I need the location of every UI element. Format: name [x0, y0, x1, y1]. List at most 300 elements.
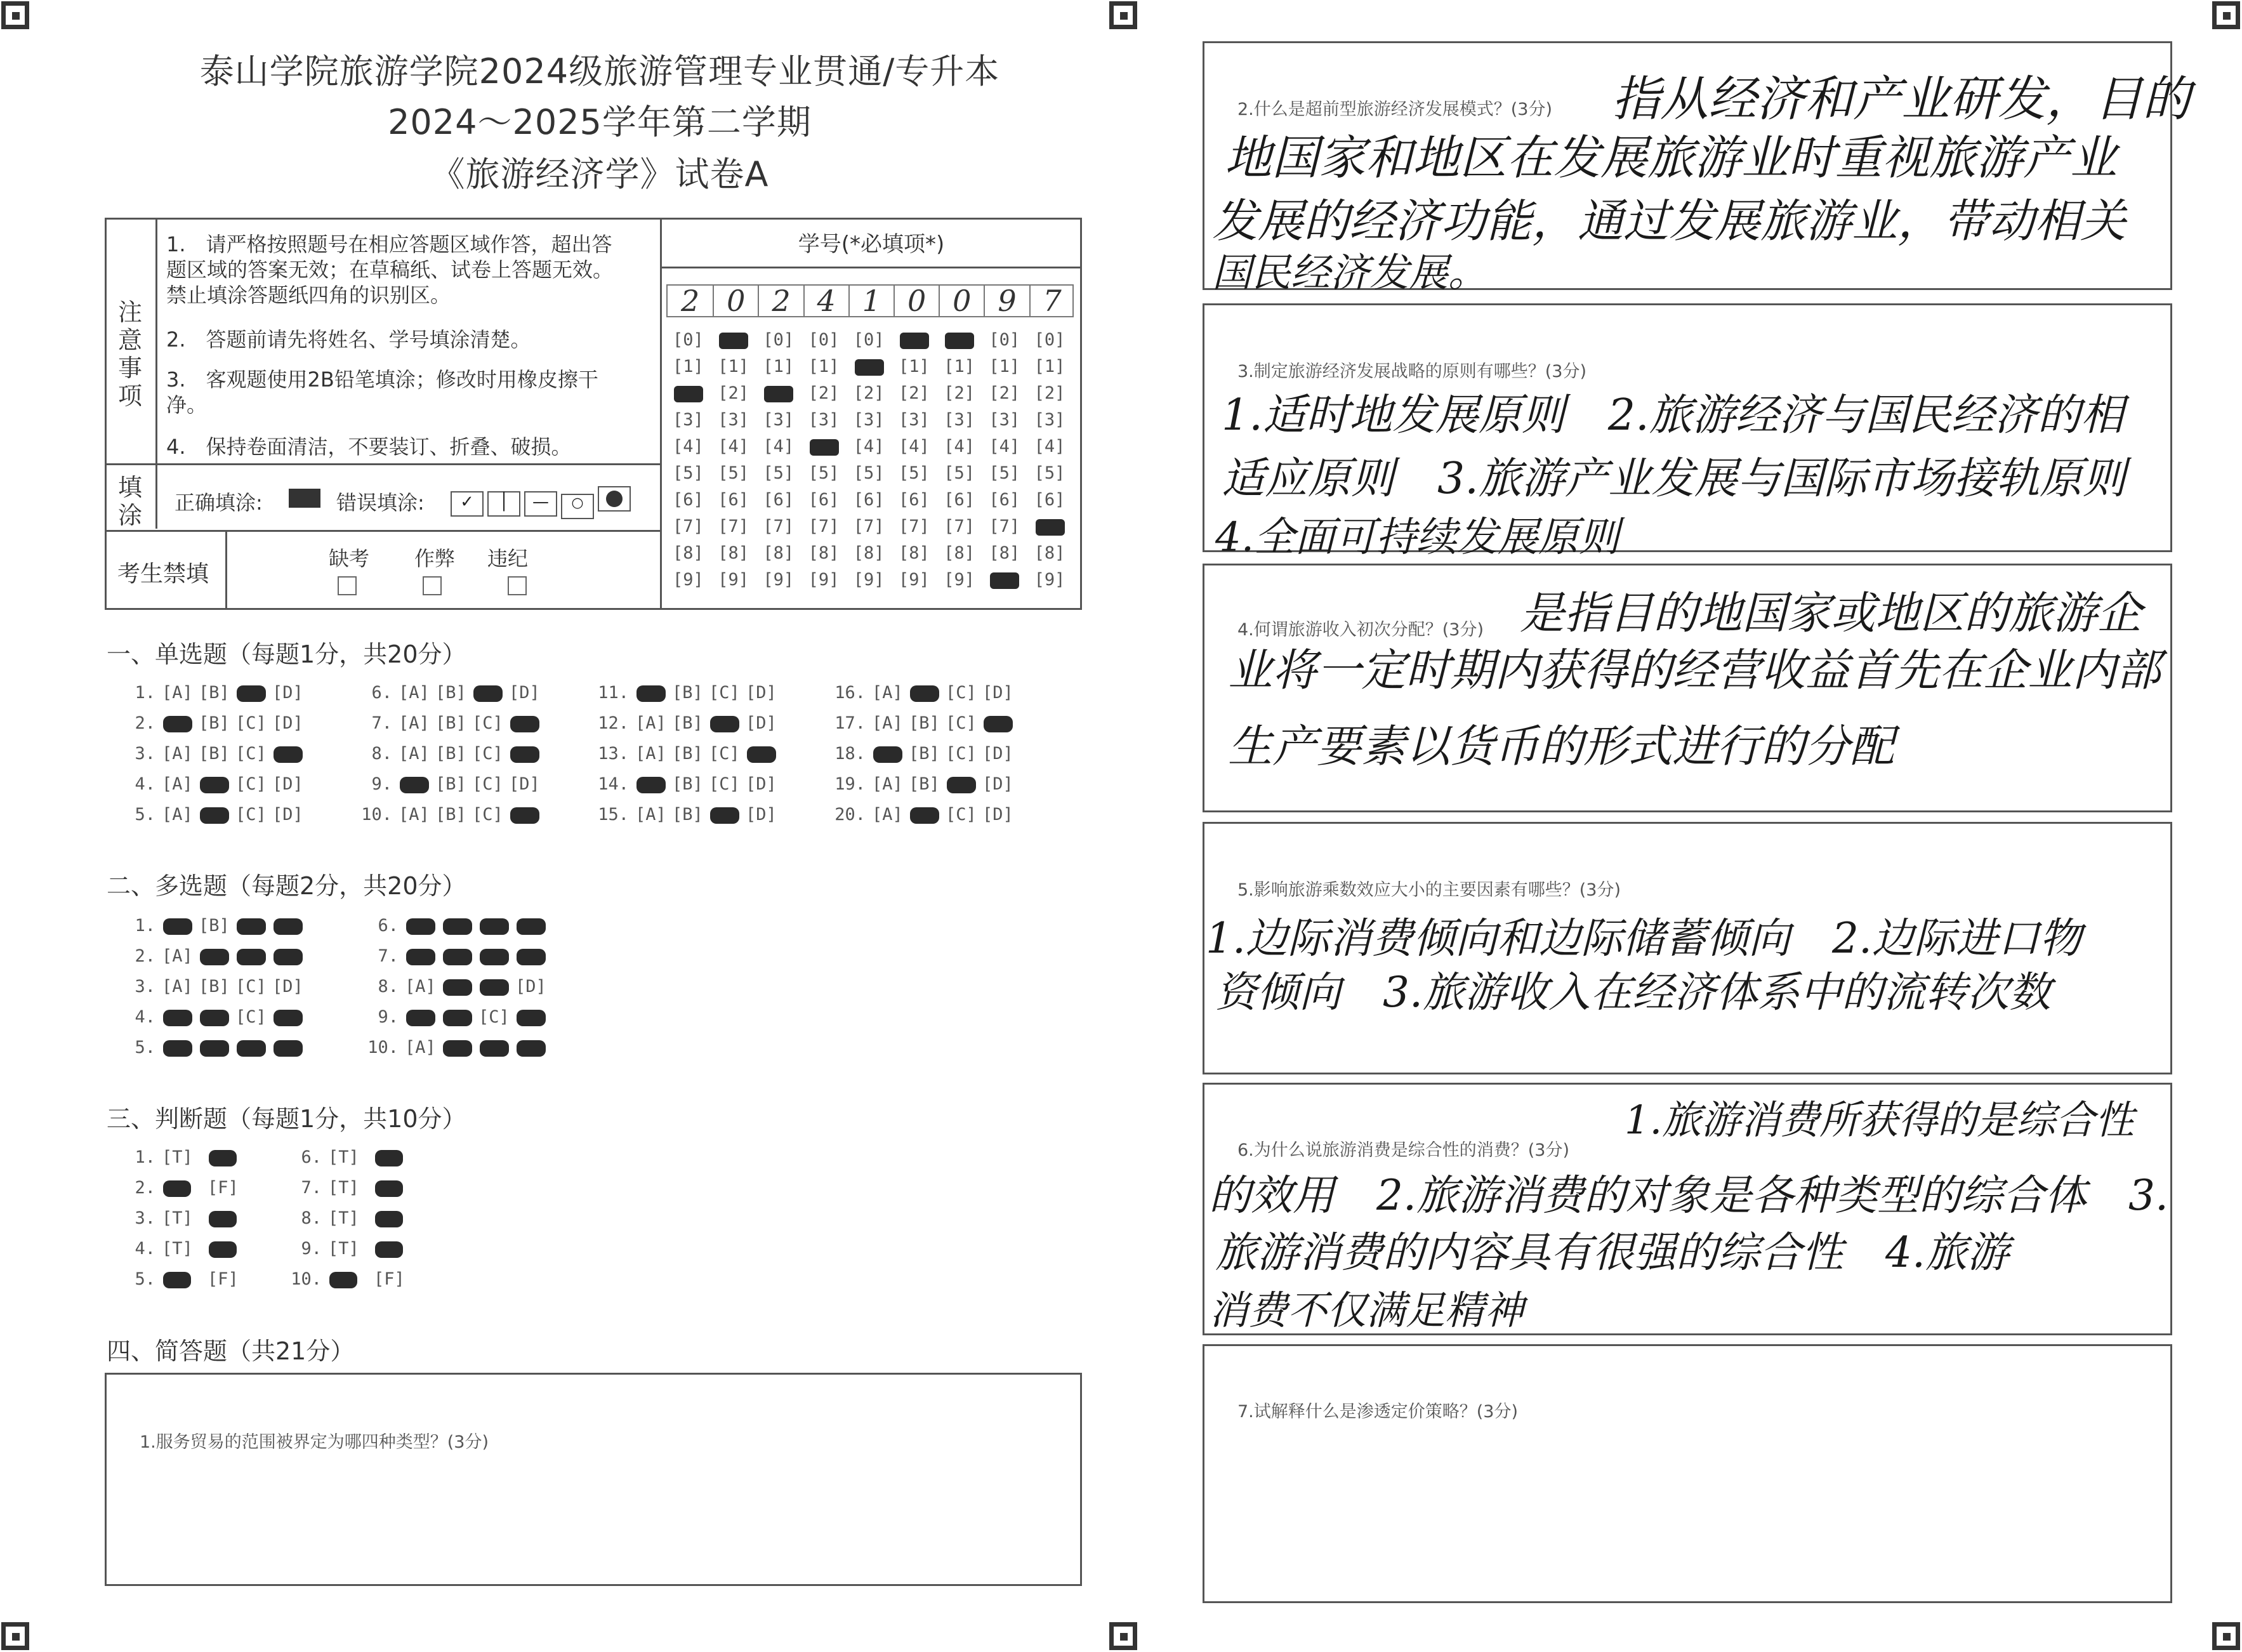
fill-label: 填涂 — [117, 473, 142, 529]
single-choice-option-filled[interactable] — [400, 777, 429, 793]
true-false-option[interactable]: [T] — [328, 1178, 359, 1198]
single-choice-option-filled[interactable] — [910, 807, 939, 824]
divider — [155, 218, 157, 529]
single-choice-option[interactable]: [C] — [235, 774, 267, 794]
student-id-bubble[interactable]: [2] — [718, 383, 749, 403]
multi-choice-option-filled[interactable] — [443, 1040, 472, 1057]
true-false-option[interactable]: [T] — [162, 1208, 193, 1228]
single-choice-option[interactable]: [B] — [909, 774, 940, 794]
single-choice-number: 11. — [598, 683, 629, 703]
multi-choice-option-filled[interactable] — [517, 1010, 546, 1026]
student-id-bubble[interactable]: [6] — [808, 490, 840, 510]
single-choice-option-filled[interactable] — [984, 716, 1013, 732]
single-choice-option-filled[interactable] — [200, 777, 229, 793]
q5-answer-line1: 1.边际消费倾向和边际储蓄倾向 2.边际进口物 — [1206, 914, 2081, 963]
single-choice-option[interactable]: [A] — [399, 805, 430, 824]
q6-answer-line3: 旅游消费的内容具有很强的综合性 4.旅游 — [1215, 1228, 2009, 1277]
exam-status-label: 考生禁填 — [117, 561, 209, 587]
question-2-prompt: 2.什么是超前型旅游经济发展模式？(3分) — [1237, 100, 1553, 119]
multi-choice-option[interactable]: [B] — [199, 977, 230, 996]
single-choice-option-filled[interactable] — [510, 746, 539, 763]
student-id-bubble[interactable]: [0] — [808, 330, 840, 350]
true-false-number: 9. — [301, 1239, 322, 1259]
student-id-bubble[interactable]: [7] — [718, 517, 749, 536]
multi-choice-number: 4. — [135, 1007, 155, 1027]
student-id-bubble[interactable]: [5] — [899, 463, 930, 483]
student-id-bubble-filled[interactable] — [674, 386, 703, 402]
q3-answer-line2: 适应原则 3.旅游产业发展与国际市场接轨原则 — [1222, 454, 2126, 504]
student-id-bubble[interactable]: [9] — [808, 570, 840, 590]
student-id-bubble[interactable]: [9] — [853, 570, 885, 590]
student-id-bubble[interactable]: [5] — [853, 463, 885, 483]
student-id-bubble[interactable]: [3] — [1034, 410, 1065, 430]
student-id-digit: 2 — [680, 284, 700, 318]
multi-choice-option[interactable]: [A] — [405, 1038, 436, 1057]
single-choice-option[interactable]: [A] — [635, 713, 666, 733]
single-choice-option[interactable]: [C] — [472, 774, 503, 794]
single-choice-option[interactable]: [A] — [872, 683, 903, 703]
single-choice-number: 18. — [834, 744, 866, 763]
single-choice-option[interactable]: [B] — [672, 713, 703, 733]
student-id-bubble[interactable]: [1] — [899, 357, 930, 376]
single-choice-option-filled[interactable] — [710, 716, 739, 732]
single-choice-option[interactable]: [C] — [709, 744, 740, 763]
multi-choice-option-filled[interactable] — [480, 1040, 509, 1057]
single-choice-option[interactable]: [B] — [199, 744, 230, 763]
student-id-bubble[interactable]: [0] — [763, 330, 795, 350]
single-choice-option[interactable]: [D] — [272, 805, 303, 824]
single-choice-number: 16. — [834, 683, 866, 703]
student-id-bubble[interactable]: [7] — [673, 517, 704, 536]
single-choice-option[interactable]: [D] — [982, 683, 1013, 703]
single-choice-option-filled[interactable] — [636, 685, 666, 702]
multi-choice-option-filled[interactable] — [443, 1010, 472, 1026]
single-choice-number: 15. — [598, 805, 629, 824]
student-id-bubble[interactable]: [3] — [763, 410, 795, 430]
student-id-bubble[interactable]: [9] — [673, 570, 704, 590]
q2-answer-line4: 国民经济发展。 — [1212, 249, 1488, 296]
true-false-number: 8. — [301, 1208, 322, 1228]
single-choice-option[interactable]: [C] — [946, 805, 977, 824]
single-choice-option[interactable]: [D] — [746, 805, 777, 824]
multi-choice-option-filled[interactable] — [200, 1040, 229, 1057]
student-id-bubble[interactable]: [3] — [989, 410, 1020, 430]
single-choice-option[interactable]: [C] — [472, 744, 503, 763]
multi-choice-option-filled[interactable] — [517, 918, 546, 935]
true-false-option[interactable]: [T] — [328, 1208, 359, 1228]
student-id-bubble[interactable]: [5] — [673, 463, 704, 483]
single-choice-title: 一、单选题（每题1分，共20分） — [107, 640, 466, 668]
multi-choice-option-filled[interactable] — [480, 949, 509, 965]
student-id-bubble[interactable]: [5] — [718, 463, 749, 483]
single-choice-option[interactable]: [D] — [982, 805, 1013, 824]
true-false-option[interactable]: [F] — [208, 1178, 239, 1198]
student-id-bubble-filled[interactable] — [855, 359, 884, 376]
single-choice-number: 3. — [135, 744, 155, 763]
single-choice-option[interactable]: [C] — [946, 713, 977, 733]
single-choice-number: 9. — [371, 774, 392, 794]
student-id-bubble[interactable]: [1] — [673, 357, 704, 376]
student-id-bubble[interactable]: [6] — [899, 490, 930, 510]
student-id-bubble[interactable]: [3] — [899, 410, 930, 430]
multi-choice-option-filled[interactable] — [237, 949, 266, 965]
student-id-bubble[interactable]: [0] — [989, 330, 1020, 350]
multi-choice-option-filled[interactable] — [163, 1040, 192, 1057]
student-id-bubble[interactable]: [6] — [1034, 490, 1065, 510]
q2-answer-line1: 指从经济和产业研发，目的 — [1612, 70, 2191, 127]
absent-checkbox[interactable] — [338, 576, 357, 598]
single-choice-option-filled[interactable] — [910, 685, 939, 702]
student-id-bubble[interactable]: [4] — [718, 437, 749, 456]
multi-choice-option-filled[interactable] — [480, 918, 509, 935]
single-choice-option[interactable]: [A] — [162, 805, 193, 824]
multi-choice-option[interactable]: [A] — [162, 977, 193, 996]
student-id-bubble[interactable]: [1] — [989, 357, 1020, 376]
true-false-option-filled[interactable] — [163, 1272, 191, 1288]
single-choice-option[interactable]: [A] — [635, 744, 666, 763]
single-choice-option[interactable]: [D] — [746, 713, 777, 733]
notice-label: 注意事项 — [117, 298, 142, 410]
multi-choice-option[interactable]: [C] — [235, 1007, 267, 1027]
question-7-prompt: 7.试解释什么是渗透定价策略？(3分) — [1237, 1402, 1519, 1422]
single-choice-option[interactable]: [D] — [746, 774, 777, 794]
single-choice-option[interactable]: [C] — [235, 805, 267, 824]
multi-choice-option[interactable]: [C] — [478, 1007, 510, 1027]
student-id-bubble[interactable]: [9] — [899, 570, 930, 590]
student-id-digit: 7 — [1029, 285, 1074, 317]
student-id-bubble[interactable]: [2] — [989, 383, 1020, 403]
student-id-bubble[interactable]: [2] — [1034, 383, 1065, 403]
student-id-bubble[interactable]: [9] — [763, 570, 795, 590]
single-choice-option[interactable]: [D] — [272, 774, 303, 794]
fill-wrong-label: 错误填涂: — [336, 491, 425, 515]
exam-title-line3: 《旅游经济学》试卷A — [430, 154, 769, 194]
student-id-bubble[interactable]: [7] — [989, 517, 1020, 536]
single-choice-option[interactable]: [D] — [509, 774, 540, 794]
single-choice-option[interactable]: [D] — [982, 744, 1013, 763]
q2-answer-line3: 发展的经济功能，通过发展旅游业，带动相关 — [1212, 194, 2127, 248]
multi-choice-option[interactable]: [B] — [199, 916, 230, 935]
multi-choice-option-filled[interactable] — [274, 949, 303, 965]
single-choice-option[interactable]: [B] — [435, 774, 466, 794]
single-choice-option[interactable]: [A] — [635, 805, 666, 824]
true-false-option[interactable]: [F] — [208, 1269, 239, 1289]
student-id-bubble[interactable]: [3] — [718, 410, 749, 430]
single-choice-option[interactable]: [C] — [472, 713, 503, 733]
true-false-option-filled[interactable] — [375, 1180, 403, 1197]
student-id-bubble[interactable]: [6] — [853, 490, 885, 510]
single-choice-option[interactable]: [B] — [435, 683, 466, 703]
student-id-bubble-filled[interactable] — [900, 333, 929, 349]
student-id-bubble[interactable]: [1] — [1034, 357, 1065, 376]
single-choice-option-filled[interactable] — [200, 807, 229, 824]
single-choice-option[interactable]: [D] — [982, 774, 1013, 794]
multi-choice-option-filled[interactable] — [274, 918, 303, 935]
single-choice-option-filled[interactable] — [636, 777, 666, 793]
single-choice-option[interactable]: [C] — [235, 713, 267, 733]
answer-box-q7[interactable] — [1203, 1344, 2172, 1603]
single-choice-option[interactable]: [A] — [162, 744, 193, 763]
single-choice-option[interactable]: [A] — [399, 744, 430, 763]
student-id-bubble[interactable]: [5] — [944, 463, 975, 483]
q4-answer-line2: 业将一定时期内获得的经营收益首先在企业内部 — [1228, 644, 2161, 696]
multi-choice-option-filled[interactable] — [237, 918, 266, 935]
student-id-bubble[interactable]: [3] — [808, 410, 840, 430]
multi-choice-option-filled[interactable] — [517, 1040, 546, 1057]
student-id-bubble[interactable]: [9] — [718, 570, 749, 590]
multi-choice-option-filled[interactable] — [517, 949, 546, 965]
true-false-option[interactable]: [F] — [374, 1269, 405, 1289]
single-choice-option[interactable]: [D] — [272, 683, 303, 703]
student-id-bubble[interactable]: [8] — [673, 543, 704, 563]
student-id-bubble[interactable]: [2] — [853, 383, 885, 403]
true-false-number: 7. — [301, 1178, 322, 1198]
single-choice-option-filled[interactable] — [873, 746, 902, 763]
student-id-bubble[interactable]: [8] — [853, 543, 885, 563]
student-id-bubble[interactable]: [5] — [763, 463, 795, 483]
student-id-bubble[interactable]: [6] — [989, 490, 1020, 510]
multi-choice-title: 二、多选题（每题2分，共20分） — [107, 872, 466, 900]
multi-choice-option-filled[interactable] — [200, 1010, 229, 1026]
student-id-bubble[interactable]: [8] — [989, 543, 1020, 563]
single-choice-option[interactable]: [A] — [872, 774, 903, 794]
student-id-bubble[interactable]: [3] — [853, 410, 885, 430]
single-choice-option[interactable]: [C] — [472, 805, 503, 824]
single-choice-option[interactable]: [C] — [946, 683, 977, 703]
single-choice-option[interactable]: [A] — [399, 713, 430, 733]
student-id-bubble[interactable]: [5] — [808, 463, 840, 483]
student-id-bubble-filled[interactable] — [719, 333, 748, 349]
true-false-option[interactable]: [T] — [162, 1147, 193, 1167]
single-choice-number: 20. — [834, 805, 866, 824]
single-choice-option[interactable]: [A] — [162, 683, 193, 703]
single-choice-option-filled[interactable] — [510, 716, 539, 732]
student-id-bubble[interactable]: [8] — [1034, 543, 1065, 563]
multi-choice-number: 6. — [378, 916, 399, 935]
true-false-number: 3. — [135, 1208, 155, 1228]
student-id-bubble-filled[interactable] — [810, 439, 839, 456]
single-choice-option[interactable]: [A] — [872, 805, 903, 824]
student-id-bubble[interactable]: [7] — [763, 517, 795, 536]
single-choice-option[interactable]: [A] — [872, 713, 903, 733]
student-id-bubble[interactable]: [9] — [1034, 570, 1065, 590]
multi-choice-number: 9. — [378, 1007, 399, 1027]
true-false-option-filled[interactable] — [209, 1150, 237, 1166]
multi-choice-number: 10. — [367, 1038, 399, 1057]
corner-marker-bottom-center — [1109, 1622, 1137, 1650]
multi-choice-option-filled[interactable] — [443, 918, 472, 935]
single-choice-option[interactable]: [B] — [199, 713, 230, 733]
student-id-bubble[interactable]: [4] — [673, 437, 704, 456]
multi-choice-option[interactable]: [D] — [272, 977, 303, 996]
student-id-bubble[interactable]: [7] — [808, 517, 840, 536]
multi-choice-number: 1. — [135, 916, 155, 935]
student-id-bubble[interactable]: [4] — [1034, 437, 1065, 456]
single-choice-option[interactable]: [B] — [909, 744, 940, 763]
student-id-bubble[interactable]: [7] — [899, 517, 930, 536]
true-false-number: 2. — [135, 1178, 155, 1198]
true-false-option-filled[interactable] — [209, 1241, 237, 1258]
multi-choice-option-filled[interactable] — [200, 949, 229, 965]
single-choice-option[interactable]: [B] — [672, 683, 703, 703]
single-choice-option-filled[interactable] — [510, 807, 539, 824]
single-choice-option[interactable]: [B] — [672, 774, 703, 794]
multi-choice-option[interactable]: [D] — [515, 977, 546, 996]
violation-checkbox[interactable] — [508, 576, 527, 598]
single-choice-option[interactable]: [B] — [909, 713, 940, 733]
multi-choice-number: 7. — [378, 946, 399, 966]
student-id-digit: 4 — [803, 285, 848, 317]
single-choice-number: 8. — [371, 744, 392, 763]
student-id-bubble[interactable]: [1] — [763, 357, 795, 376]
notice-item-3: 3. 客观题使用2B铅笔填涂；修改时用橡皮擦干净。 — [166, 367, 598, 417]
student-id-digit: 0 — [713, 285, 758, 317]
single-choice-option[interactable]: [C] — [946, 744, 977, 763]
single-choice-option-filled[interactable] — [710, 807, 739, 824]
student-id-bubble[interactable]: [0] — [673, 330, 704, 350]
student-id-bubble[interactable]: [2] — [944, 383, 975, 403]
single-choice-option-filled[interactable] — [947, 777, 976, 793]
student-id-bubble-filled[interactable] — [945, 333, 974, 349]
multi-choice-option[interactable]: [C] — [235, 977, 267, 996]
corner-marker-top-right — [2212, 1, 2240, 29]
single-choice-option[interactable]: [C] — [235, 744, 267, 763]
student-id-bubble[interactable]: [7] — [853, 517, 885, 536]
multi-choice-option-filled[interactable] — [163, 918, 192, 935]
multi-choice-option-filled[interactable] — [443, 949, 472, 965]
single-choice-option-filled[interactable] — [274, 746, 303, 763]
notice-item-2: 2. 答题前请先将姓名、学号填涂清楚。 — [166, 327, 531, 352]
single-choice-option[interactable]: [B] — [672, 744, 703, 763]
single-choice-number: 6. — [371, 683, 392, 703]
single-choice-option-filled[interactable] — [237, 685, 266, 702]
student-id-bubble[interactable]: [2] — [808, 383, 840, 403]
multi-choice-option-filled[interactable] — [274, 1040, 303, 1057]
single-choice-option[interactable]: [A] — [162, 774, 193, 794]
true-false-option-filled[interactable] — [163, 1180, 191, 1197]
true-false-option-filled[interactable] — [329, 1272, 357, 1288]
single-choice-number: 4. — [135, 774, 155, 794]
true-false-option-filled[interactable] — [375, 1211, 403, 1227]
student-id-bubble[interactable]: [5] — [989, 463, 1020, 483]
student-id-bubble[interactable]: [4] — [989, 437, 1020, 456]
student-id-bubble[interactable]: [8] — [944, 543, 975, 563]
student-id-bubble[interactable]: [2] — [899, 383, 930, 403]
multi-choice-option-filled[interactable] — [237, 1040, 266, 1057]
student-id-bubble[interactable]: [8] — [808, 543, 840, 563]
student-id-bubble[interactable]: [4] — [763, 437, 795, 456]
student-id-bubble[interactable]: [6] — [763, 490, 795, 510]
student-id-bubble[interactable]: [6] — [944, 490, 975, 510]
single-choice-number: 13. — [598, 744, 629, 763]
multi-choice-option[interactable]: [A] — [162, 946, 193, 966]
student-id-bubble-filled[interactable] — [990, 572, 1019, 589]
multi-choice-number: 2. — [135, 946, 155, 966]
student-id-bubble[interactable]: [1] — [718, 357, 749, 376]
student-id-bubble[interactable]: [3] — [673, 410, 704, 430]
multi-choice-option-filled[interactable] — [406, 918, 435, 935]
student-id-bubble[interactable]: [4] — [944, 437, 975, 456]
notice-item-4: 4. 保持卷面清洁，不要装订、折叠、破损。 — [166, 435, 572, 459]
single-choice-number: 7. — [371, 713, 392, 733]
single-choice-option[interactable]: [B] — [199, 683, 230, 703]
true-false-option[interactable]: [T] — [328, 1147, 359, 1167]
single-choice-option[interactable]: [D] — [746, 683, 777, 703]
cheating-label: 作弊 — [414, 546, 455, 571]
single-choice-option-filled[interactable] — [163, 716, 192, 732]
single-choice-option-filled[interactable] — [747, 746, 776, 763]
student-id-bubble[interactable]: [8] — [763, 543, 795, 563]
single-choice-option[interactable]: [B] — [435, 744, 466, 763]
student-id-digit: 0 — [939, 285, 984, 317]
student-id-bubble[interactable]: [8] — [899, 543, 930, 563]
single-choice-option-filled[interactable] — [473, 685, 503, 702]
student-id-digit: 9 — [984, 285, 1029, 317]
notice-item-1: 1. 请严格按照题号在相应答题区域作答，超出答题区域的答案无效；在草稿纸、试卷上答题无效。禁止填涂答题纸四角的识别区。 — [166, 232, 614, 307]
multi-choice-option-filled[interactable] — [274, 1010, 303, 1026]
student-id-bubble[interactable]: [9] — [944, 570, 975, 590]
student-id-bubble[interactable]: [1] — [944, 357, 975, 376]
true-false-option-filled[interactable] — [209, 1211, 237, 1227]
corner-marker-top-left — [1, 1, 29, 29]
multi-choice-option-filled[interactable] — [163, 1010, 192, 1026]
student-id-bubble-filled[interactable] — [764, 386, 793, 402]
true-false-option[interactable]: [T] — [162, 1239, 193, 1259]
true-false-option-filled[interactable] — [375, 1241, 403, 1258]
multi-choice-option-filled[interactable] — [480, 979, 509, 996]
single-choice-option[interactable]: [D] — [509, 683, 540, 703]
divider — [660, 218, 662, 610]
student-id-bubble[interactable]: [7] — [944, 517, 975, 536]
question-1-prompt: 1.服务贸易的范围被界定为哪四种类型？(3分) — [140, 1432, 489, 1452]
cheating-checkbox[interactable] — [423, 576, 442, 598]
answer-box-q1[interactable] — [105, 1373, 1082, 1586]
divider — [105, 463, 661, 465]
student-id-bubble[interactable]: [5] — [1034, 463, 1065, 483]
student-id-bubble[interactable]: [1] — [808, 357, 840, 376]
q5-answer-line2: 资倾向 3.旅游收入在经济体系中的流转次数 — [1215, 968, 2051, 1017]
student-id-bubble[interactable]: [6] — [718, 490, 749, 510]
multi-choice-option-filled[interactable] — [406, 949, 435, 965]
single-choice-option[interactable]: [B] — [672, 805, 703, 824]
corner-marker-bottom-left — [1, 1622, 29, 1650]
single-choice-option[interactable]: [B] — [435, 713, 466, 733]
student-id-bubble[interactable]: [6] — [673, 490, 704, 510]
divider — [662, 267, 1081, 268]
student-id-bubble[interactable]: [3] — [944, 410, 975, 430]
single-choice-option[interactable]: [C] — [709, 774, 740, 794]
multi-choice-number: 8. — [378, 977, 399, 996]
multi-choice-option-filled[interactable] — [443, 979, 472, 996]
student-id-bubble[interactable]: [4] — [853, 437, 885, 456]
single-choice-option[interactable]: [D] — [272, 713, 303, 733]
multi-choice-option[interactable]: [A] — [405, 977, 436, 996]
student-id-bubble[interactable]: [0] — [1034, 330, 1065, 350]
single-choice-option[interactable]: [A] — [399, 683, 430, 703]
single-choice-option[interactable]: [C] — [709, 683, 740, 703]
divider — [225, 530, 227, 610]
student-id-bubble[interactable]: [8] — [718, 543, 749, 563]
q3-answer-line3: 4.全面可持续发展原则 — [1215, 514, 1620, 561]
student-id-bubble-filled[interactable] — [1036, 519, 1065, 536]
single-choice-option[interactable]: [B] — [435, 805, 466, 824]
true-false-option[interactable]: [T] — [328, 1239, 359, 1259]
single-choice-number: 14. — [598, 774, 629, 794]
student-id-bubble[interactable]: [4] — [899, 437, 930, 456]
true-false-option-filled[interactable] — [375, 1150, 403, 1166]
student-id-bubble[interactable]: [0] — [853, 330, 885, 350]
multi-choice-option-filled[interactable] — [406, 1010, 435, 1026]
